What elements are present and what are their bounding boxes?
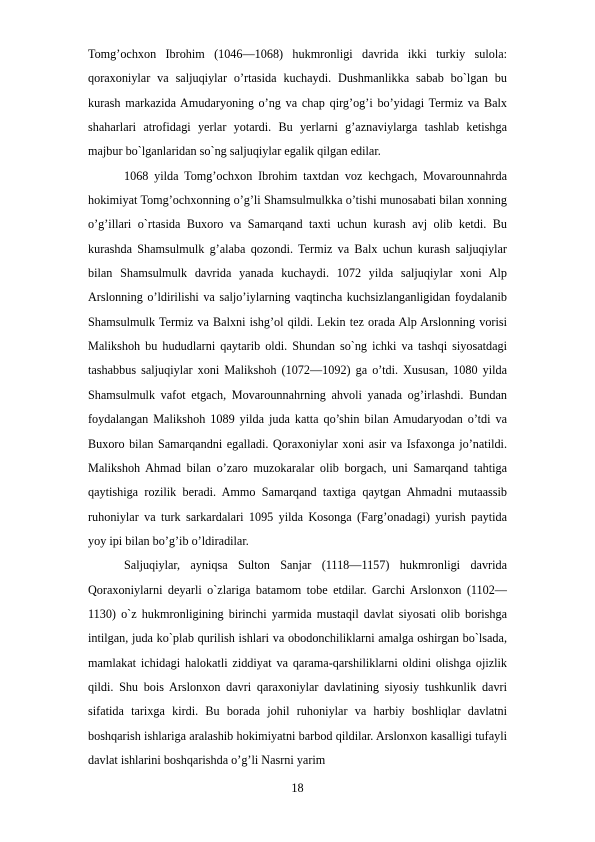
body-text — [88, 42, 507, 772]
paragraph-1: Tomg’ochxon Ibrohim (1046—1068) hukmronligi davrida ikki turkiy sulola: qoraxoniylar va saljuqiylar o’rtasida kuchaydi. Dushmanlikka sabab bo`lgan bu kurash markazida Amudaryoning o’ng va chap qirg’og’i bo’yidagi Termiz va Balx shaharlari atrofidagi yerlar yotardi. Bu yerlarni g’aznaviylarga tashlab ketishga majbur bo`lganlaridan so`ng saljuqiylar egalik qilgan edilar. — [88, 47, 507, 159]
paragraph-2: 1068 yilda Tomg’ochxon Ibrohim taxtdan voz kechgach, Movarounnahrda hokimiyat Tomg’ochxonning o’g’li Shamsulmulkka o’tishi munosabati bilan xonning o’g’illari o`rtasida Buxoro va Samarqand taxti uchun kurash avj olib ketdi. Bu kurashda Shamsulmulk g’alaba qozondi. Termiz va Balx uchun kurash saljuqiylar bilan Shamsulmulk davrida yanada kuchaydi. 1072 yilda saljuqiylar xoni Alp Arslonning o’ldirilishi va saljo’iylarning vaqtincha kuchsizlanganligidan foydalanib Shamsulmulk Termiz va Balxni ishg’ol qildi. Lekin tez orada Alp Arslonning vorisi Malikshoh bu hududlarni qaytarib oldi. Shundan so`ng ichki va tashqi siyosatdagi tashabbus saljuqiylar xoni Malikshoh (1072—1092) ga o’tdi. Xususan, 1080 yilda Shamsulmulk vafot etgach, Movarounnahrning ahvoli yanada og’irlashdi. Bundan foydalangan Malikshoh 1089 yilda juda katta qo’shin bilan Amudaryodan o’tdi va Buxoro bilan Samarqandni egalladi. Qoraxoniylar xoni asir va Isfaxonga jo’natildi. Malikshoh Ahmad bilan o’zaro muzokaralar olib borgach, uni Samarqand tahtiga qaytishiga rozilik beradi. Ammo Samarqand taxtiga qaytgan Ahmadni mutaassib ruhoniylar va turk sarkardalari 1095 yilda Kosonga (Farg’onadagi) yurish paytida yoy ipi bilan bo’g’ib o’ldiradilar. — [88, 168, 507, 548]
paragraph-3: Saljuqiylar, ayniqsa Sulton Sanjar (1118—1157) hukmronligi davrida Qoraxoniylarni deyarli o`zlariga batamom tobe etdilar. Garchi Arslonxon (1102—1130) o`z hukmronligining birinchi yarmida mustaqil davlat siyosati olib borishga intilgan, juda ko`plab qurilish ishlari va obodonchiliklarni amalga oshirgan bo`lsada, mamlakat ichidagi halokatli ziddiyat va qarama-qarshiliklarni oldini olishga ojizlik qildi. Shu bois Arslonxon davri qaraxoniylar davlatining siyosiy tushkunlik davri sifatida tarixga kirdi. Bu borada johil ruhoniylar va harbiy boshliqlar davlatni boshqarish ishlariga aralashib hokimiyatni barbod qildilar. Arslonxon kasalligi tufayli davlat ishlarini boshqarishda o’g’li Nasrni yarim — [88, 558, 507, 767]
page-number: 18 — [291, 781, 304, 795]
